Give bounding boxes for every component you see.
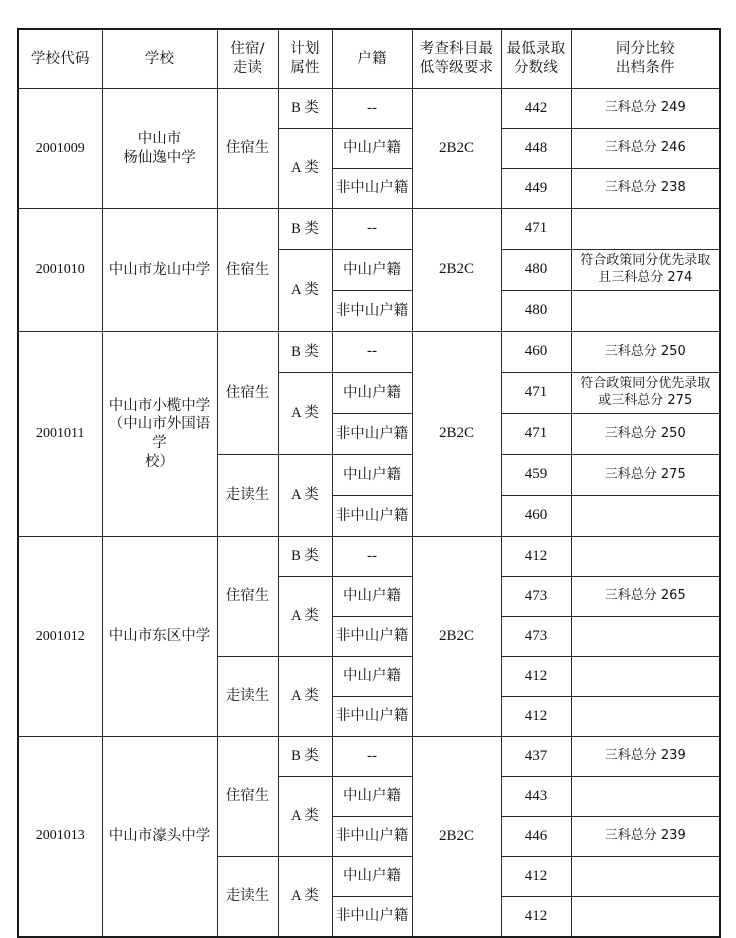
column-header-school — [102, 29, 217, 89]
school-name-line: 中山市 — [137, 130, 182, 147]
tiebreak-condition-cell — [571, 657, 720, 697]
household-registration-cell: 非中山户籍 — [332, 291, 412, 332]
minimum-score-cell: 446 — [501, 817, 571, 857]
column-header-req — [412, 29, 501, 89]
plan-attribute-cell: B 类 — [278, 332, 332, 373]
minimum-score-cell: 448 — [501, 129, 571, 169]
tiebreak-condition-cell — [571, 777, 720, 817]
minimum-score-cell: 437 — [501, 737, 571, 777]
tiebreak-condition-line: 三科总分 250 — [604, 343, 686, 359]
table-header — [18, 29, 720, 89]
column-header-line1: 户籍 — [357, 50, 387, 67]
plan-attribute-cell: B 类 — [278, 89, 332, 129]
tiebreak-condition-line: 三科总分 238 — [604, 180, 686, 196]
column-header-cond — [571, 29, 720, 89]
minimum-score-cell: 460 — [501, 496, 571, 537]
subject-grade-requirement-cell: 2B2C — [412, 209, 501, 332]
column-header-line2: 属性 — [290, 60, 320, 76]
household-registration-cell: 中山户籍 — [332, 777, 412, 817]
household-registration-cell: 中山户籍 — [332, 373, 412, 414]
minimum-score-cell: 412 — [501, 657, 571, 697]
school-code-cell: 2001010 — [18, 209, 102, 332]
tiebreak-condition-line: 符合政策同分优先录取 — [580, 253, 711, 269]
minimum-score-cell: 471 — [501, 373, 571, 414]
tiebreak-condition-line: 三科总分 239 — [604, 828, 686, 844]
tiebreak-condition-line: 三科总分 239 — [604, 748, 686, 764]
column-header-line2: 分数线 — [513, 60, 559, 76]
tiebreak-condition-cell — [571, 373, 720, 414]
tiebreak-condition-cell — [571, 537, 720, 577]
minimum-score-cell: 473 — [501, 617, 571, 657]
school-name-cell — [102, 737, 217, 937]
tiebreak-condition-cell — [571, 617, 720, 657]
minimum-score-cell: 449 — [501, 169, 571, 209]
minimum-score-cell: 460 — [501, 332, 571, 373]
plan-attribute-cell: A 类 — [278, 455, 332, 537]
school-name-line: （中山市外国语学 — [108, 416, 211, 451]
household-registration-cell: 非中山户籍 — [332, 817, 412, 857]
household-registration-cell: 中山户籍 — [332, 657, 412, 697]
plan-attribute-cell: B 类 — [278, 209, 332, 250]
subject-grade-requirement-cell: 2B2C — [412, 89, 501, 209]
plan-attribute-cell: A 类 — [278, 250, 332, 332]
minimum-score-cell: 412 — [501, 897, 571, 937]
minimum-score-cell: 412 — [501, 857, 571, 897]
minimum-score-cell: 473 — [501, 577, 571, 617]
header-row — [18, 29, 720, 89]
tiebreak-condition-line: 或三科总分 275 — [598, 393, 693, 408]
household-registration-cell: -- — [332, 209, 412, 250]
column-header-line2: 走读 — [232, 60, 263, 76]
tiebreak-condition-cell — [571, 332, 720, 373]
boarding-type-cell: 住宿生 — [217, 89, 278, 209]
plan-attribute-cell: B 类 — [278, 737, 332, 777]
tiebreak-condition-cell — [571, 209, 720, 250]
household-registration-cell: 非中山户籍 — [332, 697, 412, 737]
school-name-line: 中山市龙山中学 — [108, 261, 211, 278]
minimum-score-cell: 459 — [501, 455, 571, 496]
school-code-cell: 2001012 — [18, 537, 102, 737]
tiebreak-condition-line: 三科总分 275 — [604, 466, 686, 482]
tiebreak-condition-line: 三科总分 246 — [604, 140, 686, 156]
school-code-cell: 2001009 — [18, 89, 102, 209]
household-registration-cell: 非中山户籍 — [332, 414, 412, 455]
boarding-type-cell: 住宿生 — [217, 209, 278, 332]
table-row — [18, 737, 720, 777]
column-header-board — [217, 29, 278, 89]
table-row — [18, 332, 720, 373]
tiebreak-condition-cell — [571, 496, 720, 537]
tiebreak-condition-cell — [571, 129, 720, 169]
boarding-type-cell: 住宿生 — [217, 537, 278, 657]
tiebreak-condition-line: 且三科总分 274 — [598, 270, 693, 285]
tiebreak-condition-cell — [571, 169, 720, 209]
household-registration-cell: 非中山户籍 — [332, 169, 412, 209]
household-registration-cell: 中山户籍 — [332, 250, 412, 291]
tiebreak-condition-line: 三科总分 250 — [604, 425, 686, 441]
tiebreak-condition-line: 三科总分 265 — [604, 588, 686, 604]
column-header-code — [18, 29, 102, 89]
plan-attribute-cell: A 类 — [278, 777, 332, 857]
subject-grade-requirement-cell: 2B2C — [412, 537, 501, 737]
admissions-sheet — [17, 28, 719, 938]
school-code-cell: 2001011 — [18, 332, 102, 537]
column-header-line1: 最低录取 — [506, 41, 566, 58]
boarding-type-cell: 住宿生 — [217, 332, 278, 455]
plan-attribute-cell: A 类 — [278, 129, 332, 209]
school-name-line: 杨仙逸中学 — [123, 149, 196, 166]
tiebreak-condition-cell — [571, 737, 720, 777]
column-header-line1: 学校 — [144, 50, 175, 67]
column-header-reg — [332, 29, 412, 89]
household-registration-cell: 中山户籍 — [332, 577, 412, 617]
tiebreak-condition-cell — [571, 89, 720, 129]
tiebreak-condition-cell — [571, 697, 720, 737]
minimum-score-cell: 480 — [501, 291, 571, 332]
household-registration-cell: 非中山户籍 — [332, 897, 412, 937]
tiebreak-condition-cell — [571, 455, 720, 496]
minimum-score-cell: 480 — [501, 250, 571, 291]
tiebreak-condition-cell — [571, 817, 720, 857]
column-header-line1: 考查科目最 — [419, 41, 494, 58]
school-name-cell — [102, 89, 217, 209]
minimum-score-cell: 412 — [501, 537, 571, 577]
plan-attribute-cell: A 类 — [278, 373, 332, 455]
school-name-cell — [102, 332, 217, 537]
minimum-score-cell: 412 — [501, 697, 571, 737]
school-name-cell — [102, 537, 217, 737]
boarding-type-cell: 住宿生 — [217, 737, 278, 857]
household-registration-cell: -- — [332, 332, 412, 373]
subject-grade-requirement-cell: 2B2C — [412, 737, 501, 937]
column-header-plan — [278, 29, 332, 89]
tiebreak-condition-line: 符合政策同分优先录取 — [580, 376, 711, 392]
household-registration-cell: 中山户籍 — [332, 455, 412, 496]
tiebreak-condition-cell — [571, 291, 720, 332]
column-header-line1: 住宿/ — [230, 41, 265, 58]
minimum-score-cell: 471 — [501, 209, 571, 250]
school-name-line: 中山市濠头中学 — [108, 827, 211, 844]
column-header-line2: 低等级要求 — [419, 60, 494, 76]
school-name-line: 校） — [145, 453, 174, 470]
table-row — [18, 537, 720, 577]
boarding-type-cell: 走读生 — [217, 657, 278, 737]
plan-attribute-cell: A 类 — [278, 657, 332, 737]
tiebreak-condition-cell — [571, 414, 720, 455]
household-registration-cell: -- — [332, 737, 412, 777]
table-body — [18, 89, 720, 937]
household-registration-cell: 非中山户籍 — [332, 496, 412, 537]
household-registration-cell: 中山户籍 — [332, 129, 412, 169]
plan-attribute-cell: A 类 — [278, 857, 332, 937]
subject-grade-requirement-cell: 2B2C — [412, 332, 501, 537]
boarding-type-cell: 走读生 — [217, 857, 278, 937]
column-header-line2: 出档条件 — [615, 60, 675, 76]
column-header-line1: 学校代码 — [30, 50, 90, 67]
tiebreak-condition-line: 三科总分 249 — [604, 100, 686, 116]
boarding-type-cell: 走读生 — [217, 455, 278, 537]
column-header-line1: 同分比较 — [615, 41, 675, 58]
admissions-table — [17, 28, 721, 938]
school-code-cell: 2001013 — [18, 737, 102, 937]
table-row — [18, 89, 720, 129]
minimum-score-cell: 471 — [501, 414, 571, 455]
tiebreak-condition-cell — [571, 250, 720, 291]
plan-attribute-cell: B 类 — [278, 537, 332, 577]
plan-attribute-cell: A 类 — [278, 577, 332, 657]
tiebreak-condition-cell — [571, 577, 720, 617]
tiebreak-condition-cell — [571, 857, 720, 897]
household-registration-cell: 非中山户籍 — [332, 617, 412, 657]
column-header-score — [501, 29, 571, 89]
column-header-line1: 计划 — [290, 41, 320, 58]
school-name-cell — [102, 209, 217, 332]
household-registration-cell: 中山户籍 — [332, 857, 412, 897]
school-name-line: 中山市小榄中学 — [108, 397, 211, 414]
household-registration-cell: -- — [332, 89, 412, 129]
household-registration-cell: -- — [332, 537, 412, 577]
table-row — [18, 209, 720, 250]
minimum-score-cell: 442 — [501, 89, 571, 129]
minimum-score-cell: 443 — [501, 777, 571, 817]
school-name-line: 中山市东区中学 — [108, 628, 211, 645]
